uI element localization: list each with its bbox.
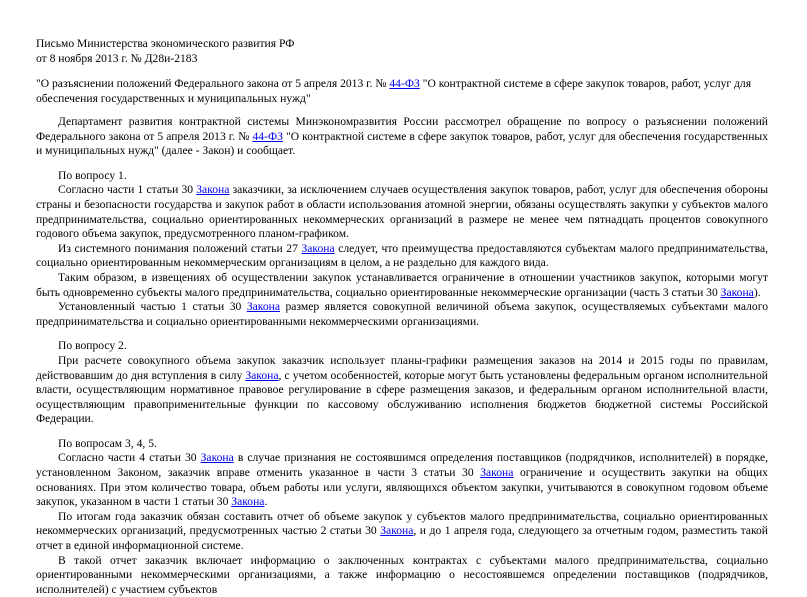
question-1-paragraph-3 [36,271,768,300]
q345-p1-law-link[interactable]: Закона [200,451,234,465]
subject-law-link[interactable]: 44-ФЗ [389,77,420,90]
document-title [36,37,294,66]
q1-p1-after: заказчики, за исключением случаев осуществления закупок товаров, работ, услуг для обеспечения обороны страны и безопасности государства и закупок работ в области использования атомной энергии, обязаны осуществлять закупки у субъектов малого предпринимательства, социально ориентированных некоммерческих организаций в размере не менее чем пятнадцать процентов совокупного годового объема закупок, предусмотренного планом-графиком. [36,183,768,241]
intro-paragraph [36,115,768,159]
questions-3-4-5-paragraph-1 [36,451,768,509]
title-line-1: Письмо Министерства экономического развития РФ [36,37,295,50]
q1-p4-before: Установленный частью 1 статьи 30 [58,300,247,314]
q1-p1-before: Согласно части 1 статьи 30 [58,183,197,197]
questions-3-4-5-heading: По вопросам 3, 4, 5. [58,436,157,450]
intro-law-link[interactable]: 44-ФЗ [252,129,283,143]
q2-p1-after: , с учетом особенностей, которые могут быть установлены федеральным органом исполнительной власти, осуществляющим нормативное правовое регулирование в сфере размещения заказов, и федеральным органом исполнительной власти, осуществляющим правоприменительные функции по кассовому обслуживанию исполнения бюджетов бюджетной системы Российской Федерации. [36,368,768,426]
question-1-paragraph-1 [36,183,768,241]
q2-p1-before: При расчете совокупного объема закупок заказчик использует планы-графики размещения заказов на 2014 и 2015 годы по правилам, действовавшим до дня вступления в силу [36,353,768,382]
questions-3-4-5-paragraph-2 [36,510,768,554]
q1-p2-before: Из системного понимания положений статьи 27 [58,241,302,255]
title-line-2: от 8 ноября 2013 г. № Д28и-2183 [36,51,198,65]
q345-p2-law-link[interactable]: Закона [380,524,414,538]
q1-p3-law-link[interactable]: Закона [720,285,754,299]
q1-p2-law-link[interactable]: Закона [301,241,335,255]
questions-3-4-5-paragraph-3: В такой отчет заказчик включает информацию о заключенных контрактах с субъектами малого предпринимательства, социально ориентированными некоммерческими организациями, а также информацию о несостоявшемся определении поставщиков (подрядчиков, исполнителей) с участием субъектов [36,553,768,596]
question-1-paragraph-2 [36,242,768,271]
q345-p2-after: , и до 1 апреля года, следующего за отчетным годом, разместить такой отчет в единой информационной системе. [36,524,768,553]
intro-text-before: Департамент развития контрактной системы Минэкономразвития России рассмотрел обращение по вопросу о разъяснении положений Федерального закона от 5 апреля 2013 г. № [36,115,768,143]
q345-p1-mid-2: ограничение и осуществить закупки на общих основаниях. При этом количество товара, объем работы или услуги, являющихся объектом закупки, учитываются в совокупном годовом объеме закупок, указанном в части 1 статьи 30 [36,466,768,509]
q345-p1-after: . [264,495,268,509]
q2-p1-law-link[interactable]: Закона [245,368,279,382]
document-subject [36,77,768,106]
q345-p1-mid: в случае признания не состоявшимся определения поставщиков (подрядчиков, исполнителей) в порядке, установленном Законом, заказчик вправе отменить указанное в части 3 статьи 30 [36,451,768,480]
q1-p1-law-link[interactable]: Закона [196,183,230,197]
q1-p3-before: Таким образом, в извещениях об осуществлении закупок устанавливается ограничение в отношении участников закупок, которыми могут быть одновременно субъекты малого предпринимательства, социально ориентированные некоммерческие организации (часть 3 статьи 30 [36,270,768,299]
q1-p2-after: следует, что преимущества предоставляются субъектам малого предпринимательства, социально ориентированным некоммерческим организациям в целом, а не раздельно для каждого вида. [36,241,768,270]
q345-p1-law-link-3[interactable]: Закона [231,495,265,509]
question-2-heading: По вопросу 2. [58,339,127,353]
q345-p2-before: По итогам года заказчик обязан составить отчет об объеме закупок у субъектов малого предпринимательства, социально ориентированных некоммерческих организаций, предусмотренных частью 2 статьи 30 [36,509,768,538]
question-2-paragraph-1 [36,354,768,427]
intro-text-after: "О контрактной системе в сфере закупок товаров, работ, услуг для обеспечения государственных и муниципальных нужд" (далее - Закон) и сообщает. [36,129,768,158]
question-1-heading: По вопросу 1. [58,168,127,182]
subject-text-after: "О контрактной системе в сфере закупок товаров, работ, услуг для обеспечения государственных и муниципальных нужд" [36,77,752,105]
q1-p4-law-link[interactable]: Закона [246,300,280,314]
q345-p1-law-link-2[interactable]: Закона [480,466,514,480]
q1-p4-after: размер является совокупной величиной объема закупок, осуществляемых субъектами малого предпринимательства и социально ориентированными некоммерческими организациями. [36,300,768,328]
document-body [36,115,768,597]
question-1-paragraph-4 [36,300,768,329]
q345-p1-before: Согласно части 4 статьи 30 [58,451,201,465]
subject-text-before: "О разъяснении положений Федерального закона от 5 апреля 2013 г. № [36,77,390,90]
q1-p3-after: ). [753,285,761,299]
